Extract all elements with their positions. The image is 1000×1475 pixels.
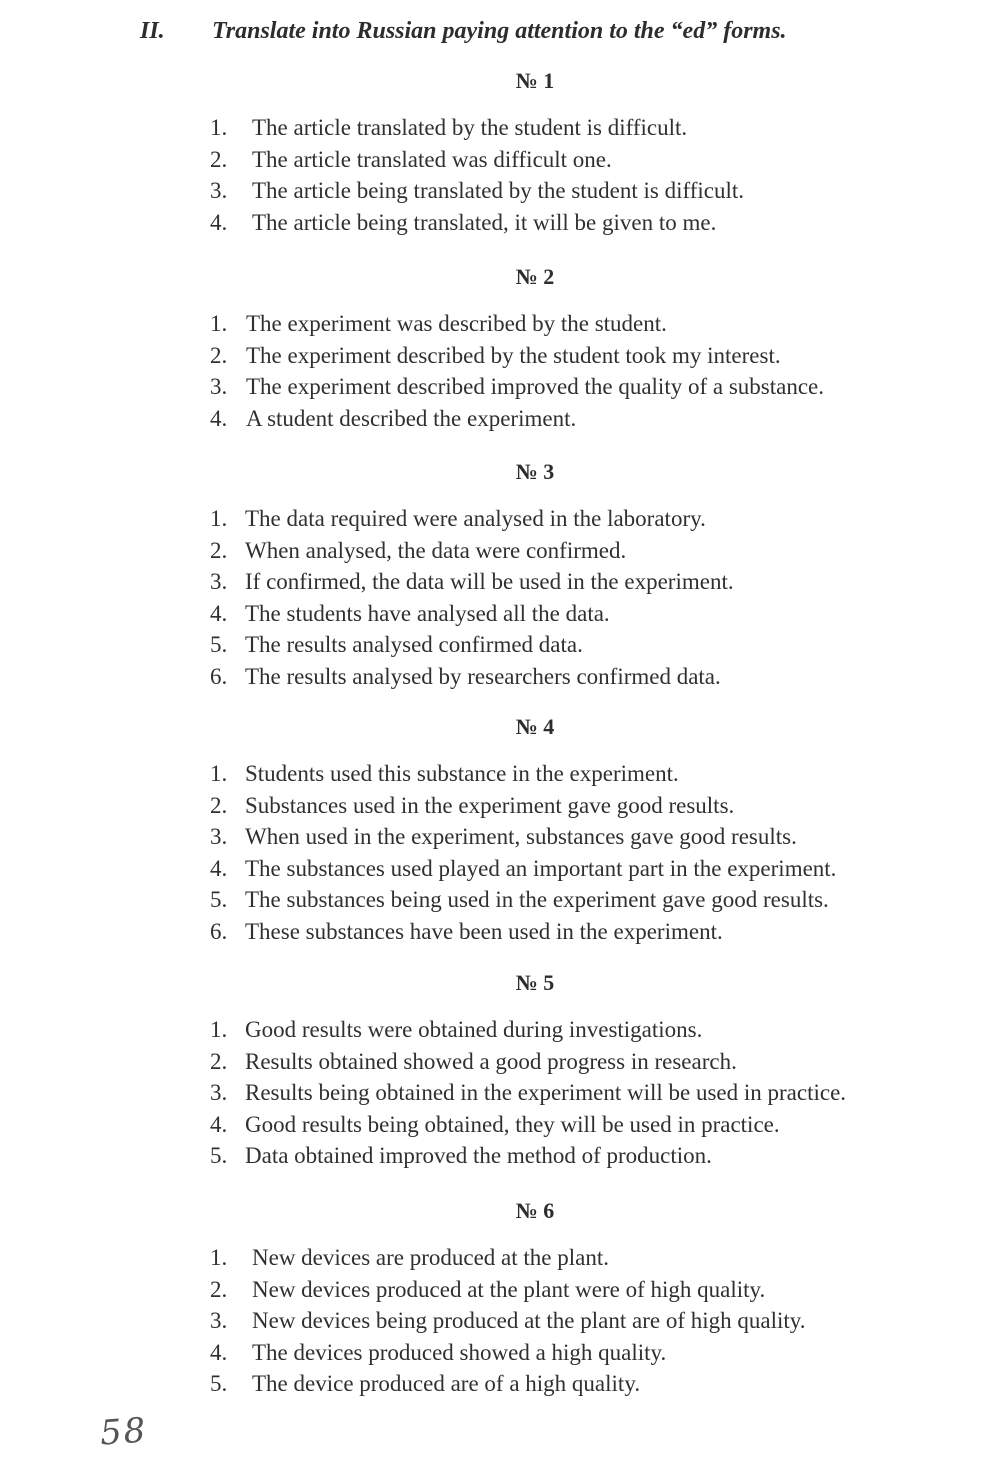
item-text: Data obtained improved the method of production. [245,1143,712,1168]
section-4 [0,712,1000,947]
list-item [0,175,1000,207]
section-5 [0,968,1000,1172]
list-item [0,403,1000,435]
list-item [0,1046,1000,1078]
item-number: 1. [210,115,228,140]
section-2 [0,262,1000,434]
item-number: 2. [210,146,228,172]
item-number: 5. [210,1371,228,1396]
section-title: № 1 [515,68,555,93]
item-number: 3. [210,1080,228,1105]
section-1 [0,66,1000,238]
list-item [0,112,1000,144]
sentence-list [0,112,1000,238]
list-item [0,1109,1000,1141]
item-text: The substances being used in the experiment gave good results. [245,887,829,912]
list-item [0,371,1000,403]
item-number: 4. [210,1111,228,1137]
item-text: The article being translated by the student is difficult. [252,178,745,203]
item-text: Students used this substance in the experiment. [245,761,679,786]
list-item [0,853,1000,885]
list-item [0,503,1000,535]
item-text: When used in the experiment, substances gave good results. [245,824,797,849]
list-item [0,1077,1000,1109]
item-number: 3. [210,1308,228,1333]
exercise-number: II. [140,18,165,44]
sentence-list [0,758,1000,947]
list-item [0,629,1000,661]
item-number: 4. [210,855,228,881]
item-number: 1. [210,1245,228,1270]
item-number: 5. [210,632,228,657]
item-text: Good results being obtained, they will be used in practice. [245,1111,780,1137]
item-text: The article being translated, it will be given to me. [252,209,717,235]
section-3 [0,457,1000,692]
item-number: 5. [210,1143,228,1168]
list-item [0,790,1000,822]
item-text: New devices are produced at the plant. [252,1245,609,1270]
exercise-heading [140,18,787,45]
item-text: The results analysed confirmed data. [245,632,583,657]
exercise-title: Translate into Russian paying attention to the “ed” forms. [212,18,787,44]
list-item [0,758,1000,790]
list-item [0,340,1000,372]
list-item [0,884,1000,916]
item-text: A student described the experiment. [246,405,577,431]
item-number: 2. [210,792,228,818]
item-text: The devices produced showed a high quality. [252,1339,667,1365]
item-number: 2. [210,1276,228,1302]
item-number: 5. [210,887,228,912]
item-text: New devices being produced at the plant are of high quality. [252,1308,806,1333]
item-number: 1. [210,311,228,336]
item-number: 4. [210,405,228,431]
item-number: 1. [210,506,228,531]
list-item [0,1305,1000,1337]
sentence-list [0,1242,1000,1400]
list-item [0,1014,1000,1046]
item-number: 4. [210,600,228,626]
item-text: The article translated was difficult one. [252,146,612,172]
item-text: The device produced are of a high quality. [252,1371,641,1396]
item-text: New devices produced at the plant were of high quality. [252,1276,766,1302]
section-title: № 2 [515,264,555,289]
handwritten-page-number: 58 [98,1410,149,1454]
list-item [0,916,1000,948]
item-number: 3. [210,824,228,849]
sentence-list [0,308,1000,434]
item-text: The experiment was described by the student. [246,311,667,336]
item-text: If confirmed, the data will be used in the experiment. [245,569,734,594]
item-number: 1. [210,761,228,786]
list-item [0,1368,1000,1400]
item-text: The results analysed by researchers confirmed data. [245,663,721,689]
list-item [0,1242,1000,1274]
sentence-list [0,1014,1000,1172]
item-number: 3. [210,178,228,203]
list-item [0,661,1000,693]
item-text: The substances used played an important part in the experiment. [245,855,837,881]
item-text: Results being obtained in the experiment will be used in practice. [245,1080,847,1105]
item-text: Good results were obtained during investigations. [245,1017,703,1042]
list-item [0,1140,1000,1172]
section-title: № 3 [515,459,555,484]
list-item [0,207,1000,239]
list-item [0,144,1000,176]
item-number: 3. [210,374,228,399]
item-text: The article translated by the student is difficult. [252,115,688,140]
list-item [0,1337,1000,1369]
item-number: 2. [210,1048,228,1074]
list-item [0,308,1000,340]
list-item [0,821,1000,853]
section-title: № 5 [515,970,555,995]
item-text: The data required were analysed in the laboratory. [245,506,706,531]
item-number: 2. [210,537,228,563]
section-title: № 6 [515,1198,555,1223]
item-number: 6. [210,663,228,689]
sentence-list [0,503,1000,692]
list-item [0,535,1000,567]
item-text: Substances used in the experiment gave good results. [245,792,735,818]
item-number: 4. [210,1339,228,1365]
item-number: 6. [210,918,228,944]
list-item [0,598,1000,630]
item-text: When analysed, the data were confirmed. [245,537,627,563]
section-title: № 4 [515,714,555,739]
list-item [0,1274,1000,1306]
item-text: The experiment described by the student took my interest. [246,342,781,368]
item-text: These substances have been used in the experiment. [245,918,723,944]
item-number: 1. [210,1017,228,1042]
item-number: 4. [210,209,228,235]
item-number: 2. [210,342,228,368]
item-text: The students have analysed all the data. [245,600,610,626]
list-item [0,566,1000,598]
item-number: 3. [210,569,228,594]
item-text: Results obtained showed a good progress in research. [245,1048,737,1074]
item-text: The experiment described improved the quality of a substance. [246,374,824,399]
section-6 [0,1196,1000,1400]
